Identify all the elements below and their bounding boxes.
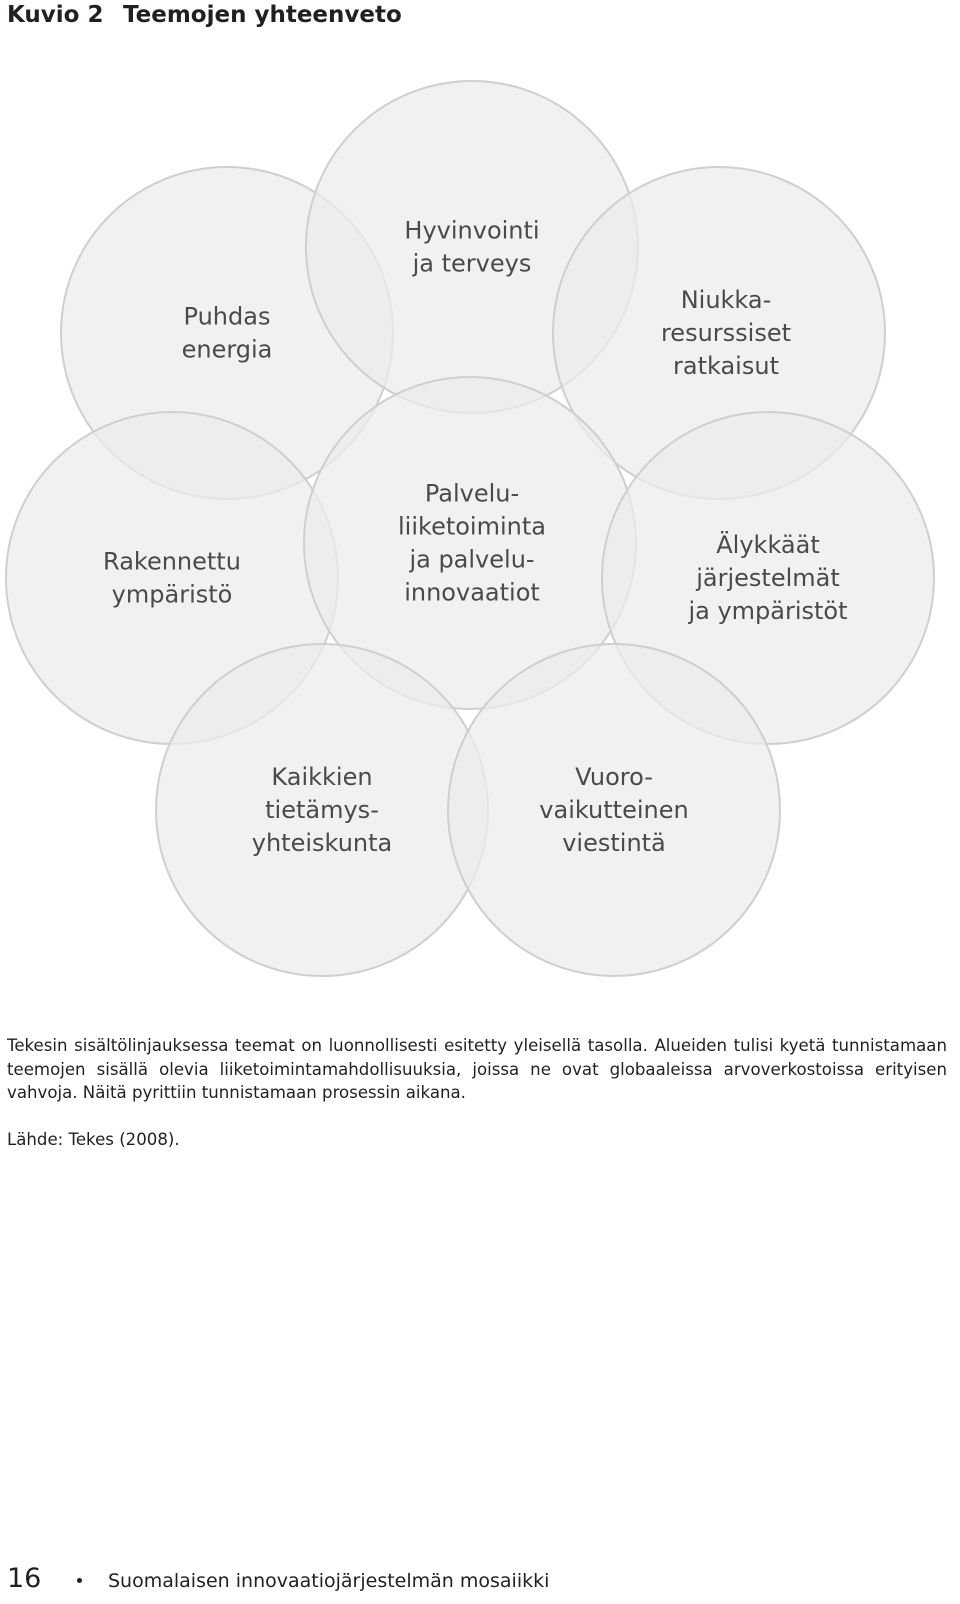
figure-source: Lähde: Tekes (2008).	[7, 1130, 180, 1149]
theme-label-vuorovaikutteinen-viestinta: vaikutteinen	[539, 796, 689, 824]
theme-label-niukkaresurssiset-ratkaisut: ratkaisut	[673, 352, 779, 380]
page-footer	[0, 1562, 960, 1596]
book-title: Suomalaisen innovaatiojärjestelmän mosaiikki	[108, 1570, 550, 1592]
theme-label-vuorovaikutteinen-viestinta: Vuoro-	[575, 763, 653, 791]
theme-label-kaikkien-tietamysyhteiskunta: tietämys-	[265, 796, 379, 824]
theme-label-palveluliiketoiminta: ja palvelu-	[409, 545, 535, 574]
theme-label-kaikkien-tietamysyhteiskunta: Kaikkien	[271, 763, 373, 791]
theme-label-puhdas-energia: Puhdas	[183, 302, 271, 331]
figure-caption: Tekesin sisältölinjauksessa teemat on luonnollisesti esitetty yleisellä tasolla. Alueiden tulisi kyetä tunnistamaan teemojen sisällä olevia liiketoimintamahdollisuuksia, joissa ne ovat globaaleissa arvoverkostoissa erityisen vahvoja. Näitä pyrittiin tunnistamaan prosessin aikana.	[7, 1036, 947, 1102]
figure-number: Kuvio 2	[7, 2, 104, 28]
theme-label-rakennettu-ymparisto: ympäristö	[111, 580, 233, 609]
theme-label-palveluliiketoiminta: Palvelu-	[424, 479, 520, 508]
footer-bullet	[77, 1578, 82, 1583]
theme-label-niukkaresurssiset-ratkaisut: Niukka-	[680, 286, 772, 314]
figure-title: Teemojen yhteenveto	[123, 2, 402, 28]
theme-label-kaikkien-tietamysyhteiskunta: yhteiskunta	[251, 829, 393, 857]
page-number: 16	[7, 1563, 42, 1594]
theme-label-vuorovaikutteinen-viestinta: viestintä	[562, 829, 666, 857]
theme-label-alykkaat-jarjestelmat: Älykkäät	[716, 531, 820, 559]
theme-label-palveluliiketoiminta: liiketoiminta	[398, 512, 546, 541]
theme-label-rakennettu-ymparisto: Rakennettu	[103, 547, 241, 576]
theme-label-palveluliiketoiminta: innovaatiot	[404, 578, 540, 607]
theme-label-alykkaat-jarjestelmat: järjestelmät	[696, 564, 840, 592]
theme-label-niukkaresurssiset-ratkaisut: resurssiset	[660, 319, 792, 347]
theme-label-hyvinvointi-ja-terveys: Hyvinvointi	[404, 216, 540, 245]
theme-label-alykkaat-jarjestelmat: ja ympäristöt	[688, 597, 848, 625]
theme-label-puhdas-energia: energia	[181, 335, 273, 364]
theme-label-hyvinvointi-ja-terveys: ja terveys	[412, 249, 532, 278]
